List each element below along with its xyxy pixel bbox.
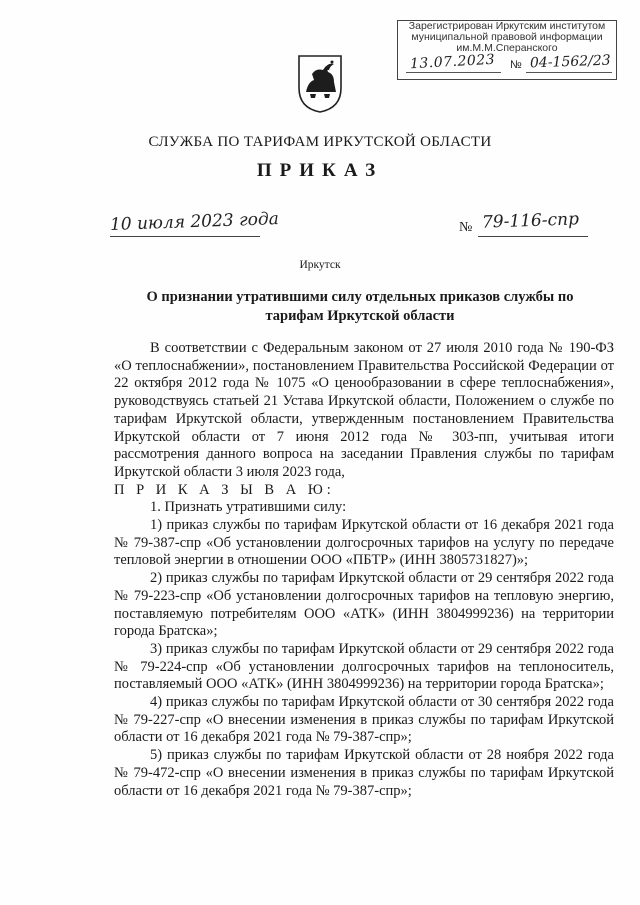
item-1: 1. Признать утратившими силу: xyxy=(150,499,347,516)
order-body xyxy=(114,340,614,800)
stamp-registration-date: 13.07.2023 xyxy=(409,51,496,73)
number-underline xyxy=(478,236,588,237)
stamp-line-3: им.М.М.Сперанского xyxy=(456,42,558,54)
order-word: П Р И К А З Ы В А Ю: xyxy=(114,481,335,498)
stamp-date-underline xyxy=(406,72,501,73)
agency-name: СЛУЖБА ПО ТАРИФАМ ИРКУТСКОЙ ОБЛАСТИ xyxy=(148,134,492,150)
handwritten-date: 10 июля 2023 года xyxy=(109,209,280,235)
sub-item-4: 4) приказ службы по тарифам Иркутской области от 30 сентября 2022 года № 79-227-спр «О внесении изменения в приказ службы по тарифам Иркутской области от 16 декабря 2021 года № 79-387-спр»; xyxy=(114,694,614,746)
city-name: Иркутск xyxy=(299,259,341,271)
document-type: ПРИКАЗ xyxy=(256,160,384,181)
stamp-registration-number: 04-1562/23 xyxy=(529,52,611,72)
stamp-number-underline xyxy=(526,72,612,73)
order-subject: О признании утратившими силу отдельных приказов службы по тарифам Иркутской области xyxy=(146,289,574,324)
preamble-paragraph: В соответствии с Федеральным законом от 27 июля 2010 года № 190-ФЗ «О теплоснабжении», постановлением Правительства Российской Федерации от 22 октября 2012 года № 1075 «О ценообразовании в сфере теплоснабжения», руководствуясь статьей 21 Устава Иркутской области, Положением о службе по тарифам Иркутской области, утвержденным постановлением Правительства Иркутской области от 7 июня 2012 года № 303-пп, учитывая итоги рассмотрения данного вопроса на заседании Правления службы по тарифам Иркутской области 3 июля 2023 года, xyxy=(114,340,614,480)
stamp-number-sign: № xyxy=(510,59,522,71)
sub-item-3: 3) приказ службы по тарифам Иркутской области от 29 сентября 2022 года № 79-224-спр «Об установлении долгосрочных тарифов на теплоноситель, поставляемый ООО «АТК» (ИНН 3804999236) на территории города Братска»; xyxy=(114,640,614,693)
handwritten-number: 79-116-спр xyxy=(481,209,580,233)
stamp-line-1: Зарегистрирован Иркутским институтом xyxy=(408,20,606,32)
sub-item-2: 2) приказ службы по тарифам Иркутской области от 29 сентября 2022 года № 79-223-спр «Об установлении долгосрочных тарифов на тепловую энергию, поставляемую потребителям ООО «АТК» (ИНН 3804999236) на территории города Братска»; xyxy=(114,570,614,640)
coat-of-arms-icon xyxy=(296,52,344,114)
sub-item-1: 1) приказ службы по тарифам Иркутской области от 16 декабря 2021 года № 79-387-спр «Об установлении долгосрочных тарифов на услугу по передаче тепловой энергии в отношении ООО «ПБТР» (ИНН 3805731827)»; xyxy=(114,517,614,569)
sub-item-5: 5) приказ службы по тарифам Иркутской области от 28 ноября 2022 года № 79-472-спр «О внесении изменения в приказ службы по тарифам Иркутской области от 16 декабря 2021 года № 79-387-спр»; xyxy=(114,747,614,799)
stamp-line-2: муниципальной правовой информации xyxy=(411,31,603,43)
number-sign: № xyxy=(459,220,473,235)
date-underline xyxy=(110,236,260,237)
stamp-handwritten-row xyxy=(404,51,612,77)
registration-stamp xyxy=(397,20,617,80)
